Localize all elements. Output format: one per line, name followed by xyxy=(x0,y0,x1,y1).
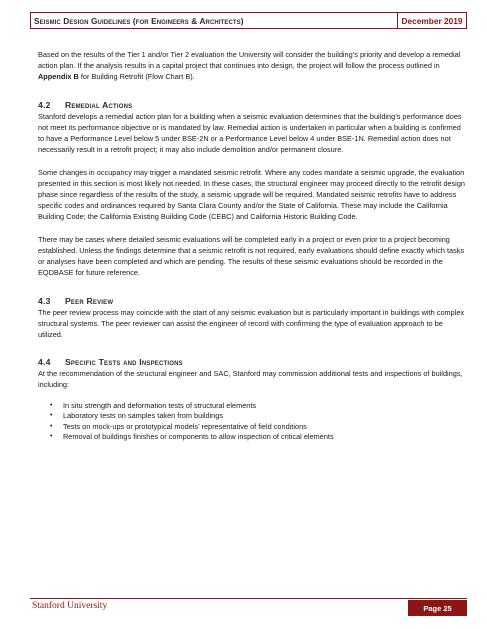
section-number: 4.3 xyxy=(38,295,51,306)
list-item: • Removal of buildings finishes or components to allow inspection of critical elements xyxy=(38,432,466,443)
paragraph: There may be cases where detailed seismic evaluations will be completed early in a project or even prior to a project becoming established. Unless the findings determine that a seismic retrofit is not required, early evaluations should define exactly which tasks or analyses have been completed and which are pending. The results of these seismic evaluations should be recorded in the EQDBASE for future reference. xyxy=(38,234,465,278)
paragraph: Stanford develops a remedial action plan for a building when a seismic evaluation determines that the building’s performance does not meet its performance objective or is mandated by law. Remedial action is undertaken in particular when a building is confirmed to have a Performance Level below 5 under BSE-2N or a Performance Level below 4 under BSE-1N. Remedial action does not necessarily result in a retrofit project; it may also include demolition and/or permanent closure. xyxy=(38,111,462,155)
bullet-list xyxy=(38,401,466,443)
intro-paragraph xyxy=(38,49,466,83)
intro-text-end: for Building Retrofit (Flow Chart B). xyxy=(78,72,195,82)
paragraph: The peer review process may coincide with the start of any seismic evaluation but is particularly important in buildings with complex structural systems. The peer reviewer can assist the engineer of record with confirming the type of evaluation approach to be utilized. xyxy=(38,307,465,340)
section-title: Peer Review xyxy=(65,295,114,306)
section-heading-4-2 xyxy=(38,99,466,111)
list-item: • In situ strength and deformation tests of structural elements xyxy=(38,401,466,412)
intro-text-start: Based on the results of the Tier 1 and/or Tier 2 evaluation the University will consider the building’s priority and develop a remedial action plan. If the analysis results in a capital project that continues into design, the project will follow the process outlined in xyxy=(38,50,461,71)
section-4-4 xyxy=(38,356,466,443)
paragraph: Some changes in occupancy may trigger a mandated seismic retrofit. Where any codes mandate a seismic upgrade, the evaluation presented in this section is most likely not needed. In these cases, the structural engineer may proceed directly to the retrofit design phase since regardless of the results of the study, a seismic upgrade will be required. Mandated seismic retrofits have to address specific codes and ordinances required by Santa Clara County and/or the State of California. These may include the California Building Code; the California Existing Building Code (CEBC) and California Historic Building Code. xyxy=(38,167,465,222)
page-content xyxy=(38,49,466,443)
header-title: Seismic Design Guidelines (for Engineers & Architects) xyxy=(34,15,244,26)
section-4-3 xyxy=(38,295,466,341)
section-number: 4.2 xyxy=(38,99,51,110)
header-date: December 2019 xyxy=(397,13,466,28)
section-heading-4-4 xyxy=(38,356,466,368)
list-item: • Tests on mock-ups or prototypical models’ representative of field conditions xyxy=(38,422,466,433)
section-title: Specific Tests and Inspections xyxy=(65,357,183,368)
section-heading-4-3 xyxy=(38,295,466,307)
section-4-2 xyxy=(38,99,466,279)
paragraph: At the recommendation of the structural engineer and SAC, Stanford may commission additional tests and inspections of buildings, including: xyxy=(38,369,463,390)
appendix-b-reference: Appendix B xyxy=(38,72,79,82)
page-number-badge: Page 25 xyxy=(408,600,467,616)
section-title: Remedial Actions xyxy=(65,99,133,110)
section-number: 4.4 xyxy=(38,357,51,368)
footer-divider xyxy=(30,598,467,599)
page-header xyxy=(30,12,467,29)
footer-university-name: Stanford University xyxy=(32,601,108,611)
list-item: • Laboratory tests on samples taken from buildings xyxy=(38,411,466,422)
